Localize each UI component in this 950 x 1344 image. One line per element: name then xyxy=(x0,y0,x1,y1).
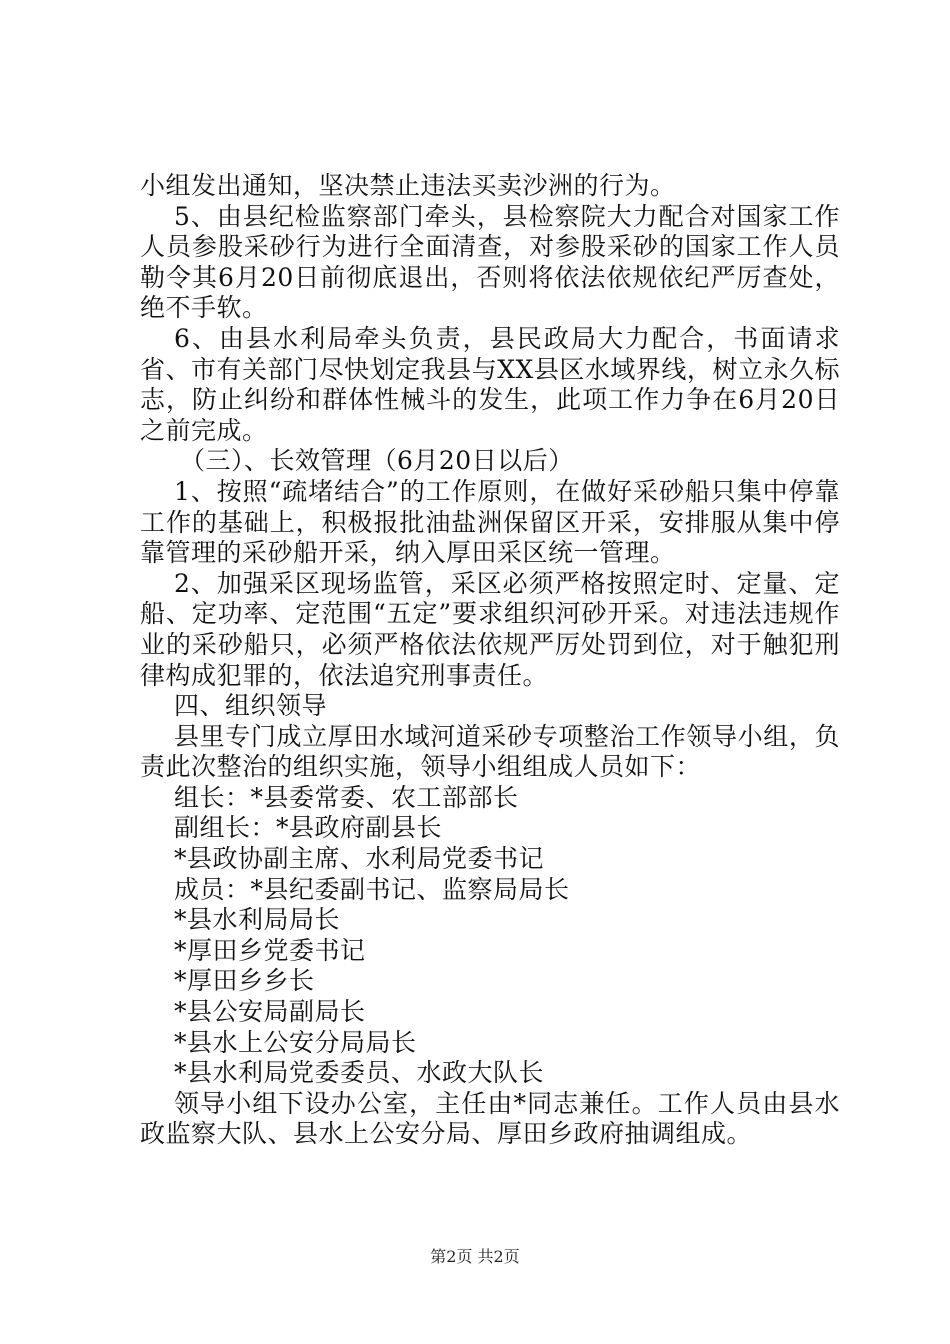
paragraph-5: 2、加强采区现场监管，采区必须严格按照定时、定量、定船、定功率、定范围“五定”要求组织河砂开采。对违法违规作业的采砂船只，必须严格依法依规严厉处罚到位，对于触犯刑律构成犯罪的，依法追究刑事责任。 xyxy=(140,568,840,690)
paragraph-3: 6、由县水利局牵头负责，县民政局大力配合，书面请求省、市有关部门尽快划定我县与XX县区水域界线，树立永久标志，防止纠纷和群体性械斗的发生，此项工作力争在6月20日之前完成。 xyxy=(140,323,840,445)
member-line-water-police: *县水上公安分局局长 xyxy=(174,1027,417,1057)
paragraph-4: 1、按照“疏堵结合”的工作原则，在做好采砂船只集中停靠工作的基础上，积极报批油盐洲保留区开采，安排服从集中停靠管理的采砂船开采，纳入厚田采区统一管理。 xyxy=(140,476,840,568)
member-line-township-secretary: *厚田乡党委书记 xyxy=(174,935,366,965)
section-heading-long-term: （三）、长效管理（6月20日以后） xyxy=(180,446,574,476)
member-line-members: 成员：*县纪委副书记、监察局局长 xyxy=(174,874,570,904)
member-line-leader: 组长：*县委常委、农工部部长 xyxy=(174,782,519,812)
member-line-township-head: *厚田乡乡长 xyxy=(174,966,315,996)
member-line-deputy-2: *县政协副主席、水利局党委书记 xyxy=(174,844,545,874)
paragraph-2: 5、由县纪检监察部门牵头，县检察院大力配合对国家工作人员参股采砂行为进行全面清查，对参股采砂的国家工作人员勒令其6月20日前彻底退出，否则将依法依规依纪严厉查处，绝不手软。 xyxy=(140,201,840,323)
member-line-deputy: 副组长：*县政府副县长 xyxy=(174,813,443,843)
document-body xyxy=(140,171,840,1150)
paragraph-6: 县里专门成立厚田水域河道采砂专项整治工作领导小组，负责此次整治的组织实施，领导小组组成人员如下： xyxy=(140,721,840,782)
member-line-police: *县公安局副局长 xyxy=(174,997,366,1027)
section-heading-organization: 四、组织领导 xyxy=(174,691,328,721)
member-line-water-bureau: *县水利局局长 xyxy=(174,905,341,935)
paragraph-7: 领导小组下设办公室，主任由*同志兼任。工作人员由县水政监察大队、县水上公安分局、厚田乡政府抽调组成。 xyxy=(140,1088,840,1149)
paragraph-1: 小组发出通知，坚决禁止违法买卖沙洲的行为。 xyxy=(140,171,676,200)
page-number-footer: 第2页 共2页 xyxy=(430,1247,520,1266)
member-line-water-team: *县水利局党委委员、水政大队长 xyxy=(174,1058,545,1088)
